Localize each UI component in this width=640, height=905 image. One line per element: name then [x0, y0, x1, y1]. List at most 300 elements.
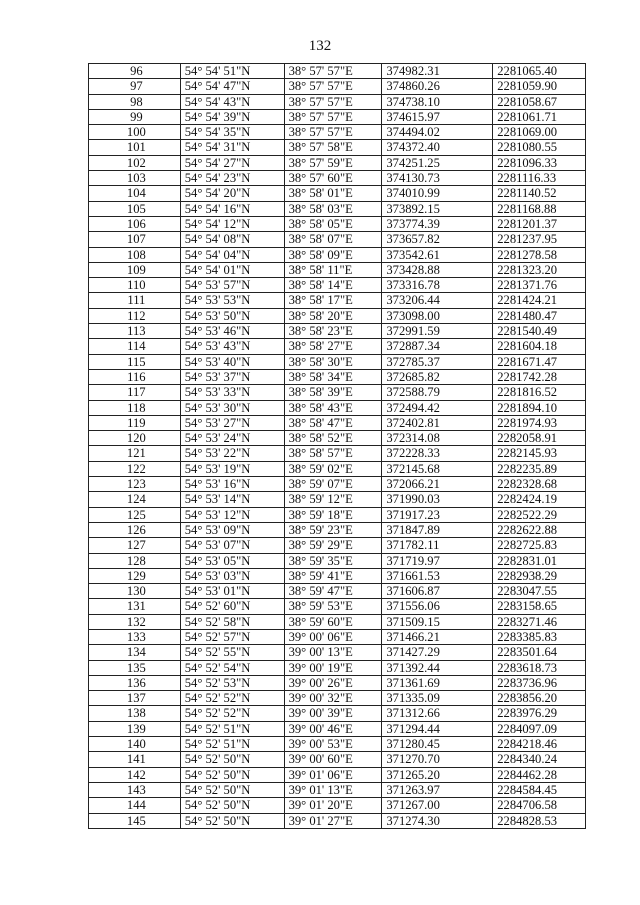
- table-row: [89, 339, 586, 354]
- x-coordinate-cell: 371661.53: [382, 568, 493, 583]
- table-row: [89, 629, 586, 644]
- table-row: [89, 461, 586, 476]
- longitude-cell: 38° 59' 60"E: [284, 614, 382, 629]
- point-number-cell: 140: [89, 737, 181, 752]
- latitude-cell: 54° 54' 39"N: [180, 109, 284, 124]
- y-coordinate-cell: 2281278.58: [493, 247, 586, 262]
- point-number-cell: 109: [89, 262, 181, 277]
- longitude-cell: 38° 57' 57"E: [284, 64, 382, 79]
- x-coordinate-cell: 372402.81: [382, 415, 493, 430]
- coordinates-table-body: [89, 64, 586, 829]
- y-coordinate-cell: 2281323.20: [493, 262, 586, 277]
- table-row: [89, 706, 586, 721]
- latitude-cell: 54° 54' 35"N: [180, 125, 284, 140]
- table-row: [89, 782, 586, 797]
- latitude-cell: 54° 54' 08"N: [180, 232, 284, 247]
- x-coordinate-cell: 371265.20: [382, 767, 493, 782]
- point-number-cell: 129: [89, 568, 181, 583]
- latitude-cell: 54° 54' 16"N: [180, 201, 284, 216]
- longitude-cell: 38° 58' 09"E: [284, 247, 382, 262]
- longitude-cell: 38° 58' 27"E: [284, 339, 382, 354]
- table-row: [89, 155, 586, 170]
- latitude-cell: 54° 52' 58"N: [180, 614, 284, 629]
- x-coordinate-cell: 372887.34: [382, 339, 493, 354]
- latitude-cell: 54° 52' 53"N: [180, 675, 284, 690]
- y-coordinate-cell: 2281058.67: [493, 94, 586, 109]
- longitude-cell: 39° 00' 32"E: [284, 691, 382, 706]
- x-coordinate-cell: 374615.97: [382, 109, 493, 124]
- y-coordinate-cell: 2281371.76: [493, 278, 586, 293]
- page-number: 132: [308, 38, 332, 54]
- point-number-cell: 116: [89, 369, 181, 384]
- latitude-cell: 54° 53' 14"N: [180, 492, 284, 507]
- longitude-cell: 39° 00' 39"E: [284, 706, 382, 721]
- point-number-cell: 130: [89, 584, 181, 599]
- x-coordinate-cell: 373774.39: [382, 216, 493, 231]
- latitude-cell: 54° 52' 50"N: [180, 798, 284, 813]
- y-coordinate-cell: 2281168.88: [493, 201, 586, 216]
- longitude-cell: 38° 58' 23"E: [284, 324, 382, 339]
- longitude-cell: 38° 59' 02"E: [284, 461, 382, 476]
- x-coordinate-cell: 371392.44: [382, 660, 493, 675]
- table-row: [89, 109, 586, 124]
- longitude-cell: 38° 59' 29"E: [284, 538, 382, 553]
- latitude-cell: 54° 53' 40"N: [180, 354, 284, 369]
- x-coordinate-cell: 371427.29: [382, 645, 493, 660]
- table-row: [89, 507, 586, 522]
- x-coordinate-cell: 371335.09: [382, 691, 493, 706]
- longitude-cell: 39° 01' 13"E: [284, 782, 382, 797]
- longitude-cell: 39° 01' 20"E: [284, 798, 382, 813]
- latitude-cell: 54° 53' 30"N: [180, 400, 284, 415]
- longitude-cell: 38° 58' 03"E: [284, 201, 382, 216]
- point-number-cell: 119: [89, 415, 181, 430]
- x-coordinate-cell: 374738.10: [382, 94, 493, 109]
- y-coordinate-cell: 2281671.47: [493, 354, 586, 369]
- table-row: [89, 522, 586, 537]
- latitude-cell: 54° 52' 57"N: [180, 629, 284, 644]
- table-row: [89, 599, 586, 614]
- y-coordinate-cell: 2284706.58: [493, 798, 586, 813]
- y-coordinate-cell: 2282328.68: [493, 477, 586, 492]
- x-coordinate-cell: 371990.03: [382, 492, 493, 507]
- point-number-cell: 105: [89, 201, 181, 216]
- y-coordinate-cell: 2283385.83: [493, 629, 586, 644]
- point-number-cell: 127: [89, 538, 181, 553]
- y-coordinate-cell: 2281974.93: [493, 415, 586, 430]
- x-coordinate-cell: 372145.68: [382, 461, 493, 476]
- y-coordinate-cell: 2283271.46: [493, 614, 586, 629]
- table-row: [89, 538, 586, 553]
- longitude-cell: 38° 59' 47"E: [284, 584, 382, 599]
- x-coordinate-cell: 371466.21: [382, 629, 493, 644]
- table-row: [89, 431, 586, 446]
- latitude-cell: 54° 53' 16"N: [180, 477, 284, 492]
- longitude-cell: 39° 00' 13"E: [284, 645, 382, 660]
- longitude-cell: 38° 58' 57"E: [284, 446, 382, 461]
- table-row: [89, 293, 586, 308]
- latitude-cell: 54° 53' 53"N: [180, 293, 284, 308]
- y-coordinate-cell: 2281096.33: [493, 155, 586, 170]
- latitude-cell: 54° 52' 50"N: [180, 752, 284, 767]
- latitude-cell: 54° 54' 23"N: [180, 171, 284, 186]
- y-coordinate-cell: 2281237.95: [493, 232, 586, 247]
- y-coordinate-cell: 2283976.29: [493, 706, 586, 721]
- point-number-cell: 141: [89, 752, 181, 767]
- x-coordinate-cell: 371509.15: [382, 614, 493, 629]
- table-row: [89, 278, 586, 293]
- x-coordinate-cell: 371917.23: [382, 507, 493, 522]
- point-number-cell: 133: [89, 629, 181, 644]
- longitude-cell: 38° 57' 57"E: [284, 79, 382, 94]
- longitude-cell: 38° 58' 34"E: [284, 369, 382, 384]
- table-row: [89, 477, 586, 492]
- longitude-cell: 38° 58' 43"E: [284, 400, 382, 415]
- y-coordinate-cell: 2282938.29: [493, 568, 586, 583]
- point-number-cell: 102: [89, 155, 181, 170]
- table-row: [89, 232, 586, 247]
- table-row: [89, 721, 586, 736]
- point-number-cell: 112: [89, 308, 181, 323]
- table-row: [89, 247, 586, 262]
- point-number-cell: 143: [89, 782, 181, 797]
- point-number-cell: 107: [89, 232, 181, 247]
- table-row: [89, 216, 586, 231]
- longitude-cell: 39° 00' 19"E: [284, 660, 382, 675]
- x-coordinate-cell: 371263.97: [382, 782, 493, 797]
- table-row: [89, 645, 586, 660]
- table-row: [89, 675, 586, 690]
- x-coordinate-cell: 371312.66: [382, 706, 493, 721]
- point-number-cell: 111: [89, 293, 181, 308]
- x-coordinate-cell: 371847.89: [382, 522, 493, 537]
- table-row: [89, 385, 586, 400]
- y-coordinate-cell: 2282424.19: [493, 492, 586, 507]
- table-row: [89, 660, 586, 675]
- latitude-cell: 54° 53' 03"N: [180, 568, 284, 583]
- longitude-cell: 39° 01' 27"E: [284, 813, 382, 828]
- x-coordinate-cell: 374372.40: [382, 140, 493, 155]
- y-coordinate-cell: 2281116.33: [493, 171, 586, 186]
- x-coordinate-cell: 374251.25: [382, 155, 493, 170]
- longitude-cell: 38° 59' 41"E: [284, 568, 382, 583]
- point-number-cell: 139: [89, 721, 181, 736]
- x-coordinate-cell: 372494.42: [382, 400, 493, 415]
- y-coordinate-cell: 2283856.20: [493, 691, 586, 706]
- point-number-cell: 101: [89, 140, 181, 155]
- longitude-cell: 38° 59' 23"E: [284, 522, 382, 537]
- latitude-cell: 54° 53' 01"N: [180, 584, 284, 599]
- y-coordinate-cell: 2281742.28: [493, 369, 586, 384]
- latitude-cell: 54° 53' 27"N: [180, 415, 284, 430]
- y-coordinate-cell: 2284828.53: [493, 813, 586, 828]
- longitude-cell: 39° 00' 53"E: [284, 737, 382, 752]
- x-coordinate-cell: 373206.44: [382, 293, 493, 308]
- latitude-cell: 54° 53' 19"N: [180, 461, 284, 476]
- longitude-cell: 38° 58' 11"E: [284, 262, 382, 277]
- latitude-cell: 54° 52' 52"N: [180, 691, 284, 706]
- longitude-cell: 38° 57' 57"E: [284, 109, 382, 124]
- longitude-cell: 38° 59' 12"E: [284, 492, 382, 507]
- point-number-cell: 128: [89, 553, 181, 568]
- latitude-cell: 54° 52' 50"N: [180, 782, 284, 797]
- point-number-cell: 106: [89, 216, 181, 231]
- y-coordinate-cell: 2281424.21: [493, 293, 586, 308]
- latitude-cell: 54° 54' 47"N: [180, 79, 284, 94]
- x-coordinate-cell: 371782.11: [382, 538, 493, 553]
- point-number-cell: 110: [89, 278, 181, 293]
- x-coordinate-cell: 371294.44: [382, 721, 493, 736]
- longitude-cell: 38° 58' 14"E: [284, 278, 382, 293]
- table-row: [89, 798, 586, 813]
- point-number-cell: 122: [89, 461, 181, 476]
- point-number-cell: 125: [89, 507, 181, 522]
- latitude-cell: 54° 52' 51"N: [180, 737, 284, 752]
- point-number-cell: 117: [89, 385, 181, 400]
- point-number-cell: 113: [89, 324, 181, 339]
- x-coordinate-cell: 371719.97: [382, 553, 493, 568]
- latitude-cell: 54° 52' 50"N: [180, 767, 284, 782]
- y-coordinate-cell: 2281894.10: [493, 400, 586, 415]
- table-row: [89, 492, 586, 507]
- x-coordinate-cell: 373657.82: [382, 232, 493, 247]
- longitude-cell: 38° 58' 17"E: [284, 293, 382, 308]
- longitude-cell: 38° 57' 59"E: [284, 155, 382, 170]
- longitude-cell: 38° 59' 53"E: [284, 599, 382, 614]
- latitude-cell: 54° 53' 12"N: [180, 507, 284, 522]
- longitude-cell: 38° 57' 57"E: [284, 94, 382, 109]
- point-number-cell: 131: [89, 599, 181, 614]
- table-row: [89, 186, 586, 201]
- point-number-cell: 104: [89, 186, 181, 201]
- point-number-cell: 103: [89, 171, 181, 186]
- point-number-cell: 124: [89, 492, 181, 507]
- point-number-cell: 126: [89, 522, 181, 537]
- table-row: [89, 737, 586, 752]
- point-number-cell: 114: [89, 339, 181, 354]
- longitude-cell: 38° 58' 52"E: [284, 431, 382, 446]
- latitude-cell: 54° 53' 46"N: [180, 324, 284, 339]
- latitude-cell: 54° 54' 31"N: [180, 140, 284, 155]
- table-row: [89, 568, 586, 583]
- y-coordinate-cell: 2281065.40: [493, 64, 586, 79]
- latitude-cell: 54° 53' 37"N: [180, 369, 284, 384]
- point-number-cell: 142: [89, 767, 181, 782]
- latitude-cell: 54° 53' 07"N: [180, 538, 284, 553]
- x-coordinate-cell: 373542.61: [382, 247, 493, 262]
- latitude-cell: 54° 52' 52"N: [180, 706, 284, 721]
- x-coordinate-cell: 371274.30: [382, 813, 493, 828]
- y-coordinate-cell: 2282831.01: [493, 553, 586, 568]
- point-number-cell: 99: [89, 109, 181, 124]
- point-number-cell: 108: [89, 247, 181, 262]
- latitude-cell: 54° 52' 51"N: [180, 721, 284, 736]
- latitude-cell: 54° 54' 12"N: [180, 216, 284, 231]
- point-number-cell: 132: [89, 614, 181, 629]
- point-number-cell: 134: [89, 645, 181, 660]
- x-coordinate-cell: 372785.37: [382, 354, 493, 369]
- longitude-cell: 38° 58' 05"E: [284, 216, 382, 231]
- y-coordinate-cell: 2281140.52: [493, 186, 586, 201]
- longitude-cell: 39° 00' 60"E: [284, 752, 382, 767]
- latitude-cell: 54° 54' 04"N: [180, 247, 284, 262]
- point-number-cell: 138: [89, 706, 181, 721]
- x-coordinate-cell: 371556.06: [382, 599, 493, 614]
- table-row: [89, 415, 586, 430]
- longitude-cell: 39° 00' 26"E: [284, 675, 382, 690]
- point-number-cell: 123: [89, 477, 181, 492]
- y-coordinate-cell: 2283158.65: [493, 599, 586, 614]
- y-coordinate-cell: 2284462.28: [493, 767, 586, 782]
- table-row: [89, 691, 586, 706]
- longitude-cell: 38° 58' 07"E: [284, 232, 382, 247]
- x-coordinate-cell: 372685.82: [382, 369, 493, 384]
- table-row: [89, 752, 586, 767]
- point-number-cell: 96: [89, 64, 181, 79]
- x-coordinate-cell: 372314.08: [382, 431, 493, 446]
- latitude-cell: 54° 53' 05"N: [180, 553, 284, 568]
- point-number-cell: 120: [89, 431, 181, 446]
- point-number-cell: 136: [89, 675, 181, 690]
- table-row: [89, 324, 586, 339]
- latitude-cell: 54° 54' 01"N: [180, 262, 284, 277]
- point-number-cell: 121: [89, 446, 181, 461]
- point-number-cell: 137: [89, 691, 181, 706]
- table-row: [89, 125, 586, 140]
- latitude-cell: 54° 53' 24"N: [180, 431, 284, 446]
- latitude-cell: 54° 54' 20"N: [180, 186, 284, 201]
- table-row: [89, 262, 586, 277]
- latitude-cell: 54° 52' 55"N: [180, 645, 284, 660]
- x-coordinate-cell: 373098.00: [382, 308, 493, 323]
- y-coordinate-cell: 2283501.64: [493, 645, 586, 660]
- y-coordinate-cell: 2281480.47: [493, 308, 586, 323]
- latitude-cell: 54° 52' 54"N: [180, 660, 284, 675]
- y-coordinate-cell: 2282522.29: [493, 507, 586, 522]
- y-coordinate-cell: 2283736.96: [493, 675, 586, 690]
- x-coordinate-cell: 374010.99: [382, 186, 493, 201]
- y-coordinate-cell: 2281059.90: [493, 79, 586, 94]
- y-coordinate-cell: 2282145.93: [493, 446, 586, 461]
- x-coordinate-cell: 374130.73: [382, 171, 493, 186]
- y-coordinate-cell: 2284097.09: [493, 721, 586, 736]
- latitude-cell: 54° 53' 33"N: [180, 385, 284, 400]
- latitude-cell: 54° 54' 43"N: [180, 94, 284, 109]
- x-coordinate-cell: 371606.87: [382, 584, 493, 599]
- x-coordinate-cell: 374982.31: [382, 64, 493, 79]
- x-coordinate-cell: 373892.15: [382, 201, 493, 216]
- point-number-cell: 145: [89, 813, 181, 828]
- point-number-cell: 115: [89, 354, 181, 369]
- longitude-cell: 38° 58' 30"E: [284, 354, 382, 369]
- x-coordinate-cell: 371270.70: [382, 752, 493, 767]
- longitude-cell: 38° 59' 35"E: [284, 553, 382, 568]
- table-row: [89, 354, 586, 369]
- table-row: [89, 140, 586, 155]
- x-coordinate-cell: 371267.00: [382, 798, 493, 813]
- longitude-cell: 38° 59' 07"E: [284, 477, 382, 492]
- point-number-cell: 118: [89, 400, 181, 415]
- y-coordinate-cell: 2281604.18: [493, 339, 586, 354]
- y-coordinate-cell: 2281069.00: [493, 125, 586, 140]
- x-coordinate-cell: 372991.59: [382, 324, 493, 339]
- table-row: [89, 584, 586, 599]
- table-row: [89, 308, 586, 323]
- longitude-cell: 38° 58' 01"E: [284, 186, 382, 201]
- y-coordinate-cell: 2284584.45: [493, 782, 586, 797]
- longitude-cell: 38° 59' 18"E: [284, 507, 382, 522]
- y-coordinate-cell: 2281061.71: [493, 109, 586, 124]
- x-coordinate-cell: 372066.21: [382, 477, 493, 492]
- table-row: [89, 64, 586, 79]
- latitude-cell: 54° 53' 09"N: [180, 522, 284, 537]
- point-number-cell: 100: [89, 125, 181, 140]
- table-row: [89, 400, 586, 415]
- y-coordinate-cell: 2282725.83: [493, 538, 586, 553]
- x-coordinate-cell: 373316.78: [382, 278, 493, 293]
- y-coordinate-cell: 2282235.89: [493, 461, 586, 476]
- longitude-cell: 38° 57' 58"E: [284, 140, 382, 155]
- latitude-cell: 54° 54' 27"N: [180, 155, 284, 170]
- point-number-cell: 98: [89, 94, 181, 109]
- table-row: [89, 813, 586, 828]
- point-number-cell: 144: [89, 798, 181, 813]
- latitude-cell: 54° 52' 50"N: [180, 813, 284, 828]
- point-number-cell: 135: [89, 660, 181, 675]
- table-row: [89, 201, 586, 216]
- table-row: [89, 553, 586, 568]
- latitude-cell: 54° 54' 51"N: [180, 64, 284, 79]
- latitude-cell: 54° 53' 43"N: [180, 339, 284, 354]
- table-row: [89, 767, 586, 782]
- longitude-cell: 38° 57' 57"E: [284, 125, 382, 140]
- table-row: [89, 446, 586, 461]
- x-coordinate-cell: 374494.02: [382, 125, 493, 140]
- longitude-cell: 39° 00' 46"E: [284, 721, 382, 736]
- y-coordinate-cell: 2281540.49: [493, 324, 586, 339]
- table-row: [89, 79, 586, 94]
- x-coordinate-cell: 374860.26: [382, 79, 493, 94]
- table-row: [89, 369, 586, 384]
- y-coordinate-cell: 2281080.55: [493, 140, 586, 155]
- y-coordinate-cell: 2282622.88: [493, 522, 586, 537]
- y-coordinate-cell: 2282058.91: [493, 431, 586, 446]
- x-coordinate-cell: 373428.88: [382, 262, 493, 277]
- latitude-cell: 54° 53' 57"N: [180, 278, 284, 293]
- y-coordinate-cell: 2281816.52: [493, 385, 586, 400]
- x-coordinate-cell: 371361.69: [382, 675, 493, 690]
- longitude-cell: 38° 58' 47"E: [284, 415, 382, 430]
- longitude-cell: 38° 58' 20"E: [284, 308, 382, 323]
- x-coordinate-cell: 371280.45: [382, 737, 493, 752]
- y-coordinate-cell: 2283618.73: [493, 660, 586, 675]
- table-row: [89, 171, 586, 186]
- latitude-cell: 54° 53' 22"N: [180, 446, 284, 461]
- latitude-cell: 54° 52' 60"N: [180, 599, 284, 614]
- y-coordinate-cell: 2281201.37: [493, 216, 586, 231]
- latitude-cell: 54° 53' 50"N: [180, 308, 284, 323]
- point-number-cell: 97: [89, 79, 181, 94]
- longitude-cell: 38° 58' 39"E: [284, 385, 382, 400]
- x-coordinate-cell: 372228.33: [382, 446, 493, 461]
- table-row: [89, 94, 586, 109]
- coordinates-table: [88, 63, 586, 829]
- longitude-cell: 39° 00' 06"E: [284, 629, 382, 644]
- longitude-cell: 38° 57' 60"E: [284, 171, 382, 186]
- y-coordinate-cell: 2284218.46: [493, 737, 586, 752]
- x-coordinate-cell: 372588.79: [382, 385, 493, 400]
- y-coordinate-cell: 2283047.55: [493, 584, 586, 599]
